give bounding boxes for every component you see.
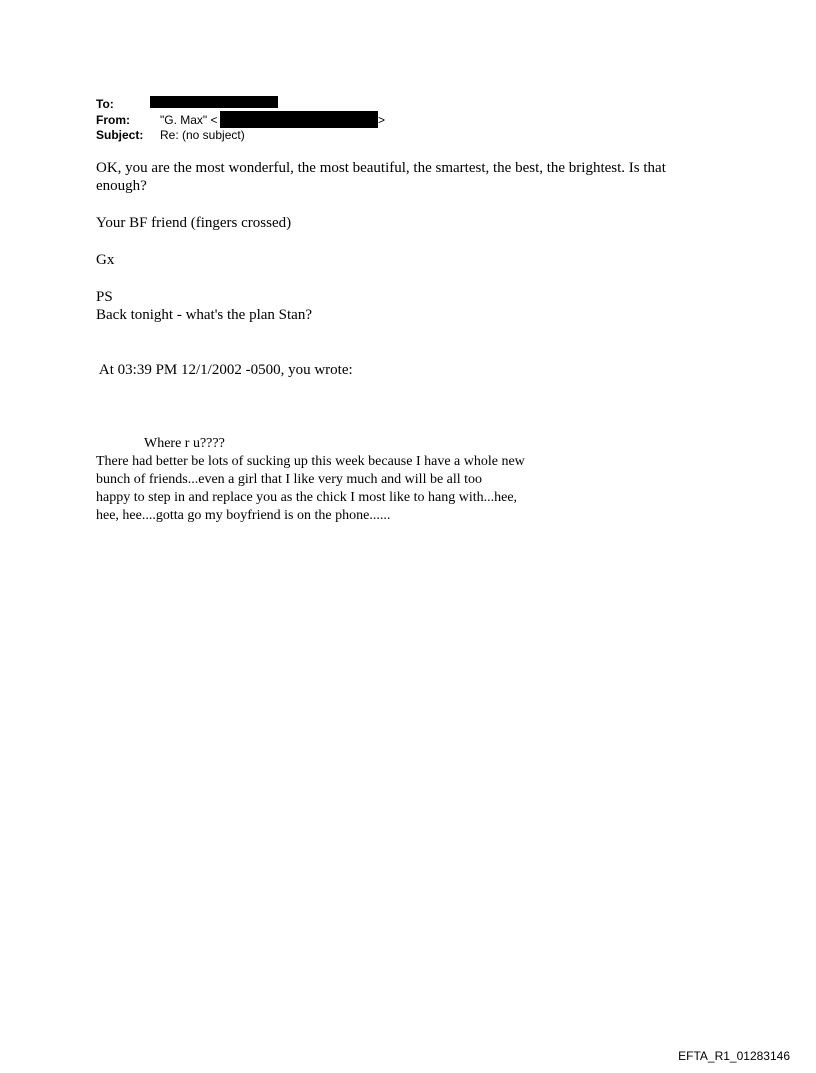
subject-label: Subject: xyxy=(96,128,144,142)
body-p1-line2: enough? xyxy=(96,178,147,194)
from-value-end: > xyxy=(378,113,386,127)
body-paragraph-2: Your BF friend (fingers crossed) xyxy=(96,215,292,231)
quoted-line-1: Where r u???? xyxy=(144,436,225,451)
to-redaction xyxy=(150,96,278,108)
subject-value: Re: (no subject) xyxy=(160,128,245,142)
body-p1-line1: OK, you are the most wonderful, the most beautiful, the smartest, the best, the brightest. Is that xyxy=(96,160,666,176)
to-label: To: xyxy=(96,97,114,111)
from-redaction xyxy=(220,111,378,128)
quoted-line-3: bunch of friends...even a girl that I like very much and will be all too xyxy=(96,472,483,487)
ps-text: Back tonight - what's the plan Stan? xyxy=(96,307,312,323)
bates-number: EFTA_R1_01283146 xyxy=(678,1049,790,1063)
from-label: From: xyxy=(96,113,130,127)
from-value: "G. Max" < xyxy=(160,113,218,127)
signature: Gx xyxy=(96,252,115,268)
quote-attribution: At 03:39 PM 12/1/2002 -0500, you wrote: xyxy=(96,362,353,378)
quoted-line-5: hee, hee....gotta go my boyfriend is on the phone...... xyxy=(96,508,391,523)
quoted-line-4: happy to step in and replace you as the chick I most like to hang with...hee, xyxy=(96,490,518,505)
quoted-line-2: There had better be lots of sucking up this week because I have a whole new xyxy=(96,454,525,469)
ps-label: PS xyxy=(96,289,113,305)
body-paragraph-1 xyxy=(96,159,666,195)
body-postscript xyxy=(96,288,312,324)
